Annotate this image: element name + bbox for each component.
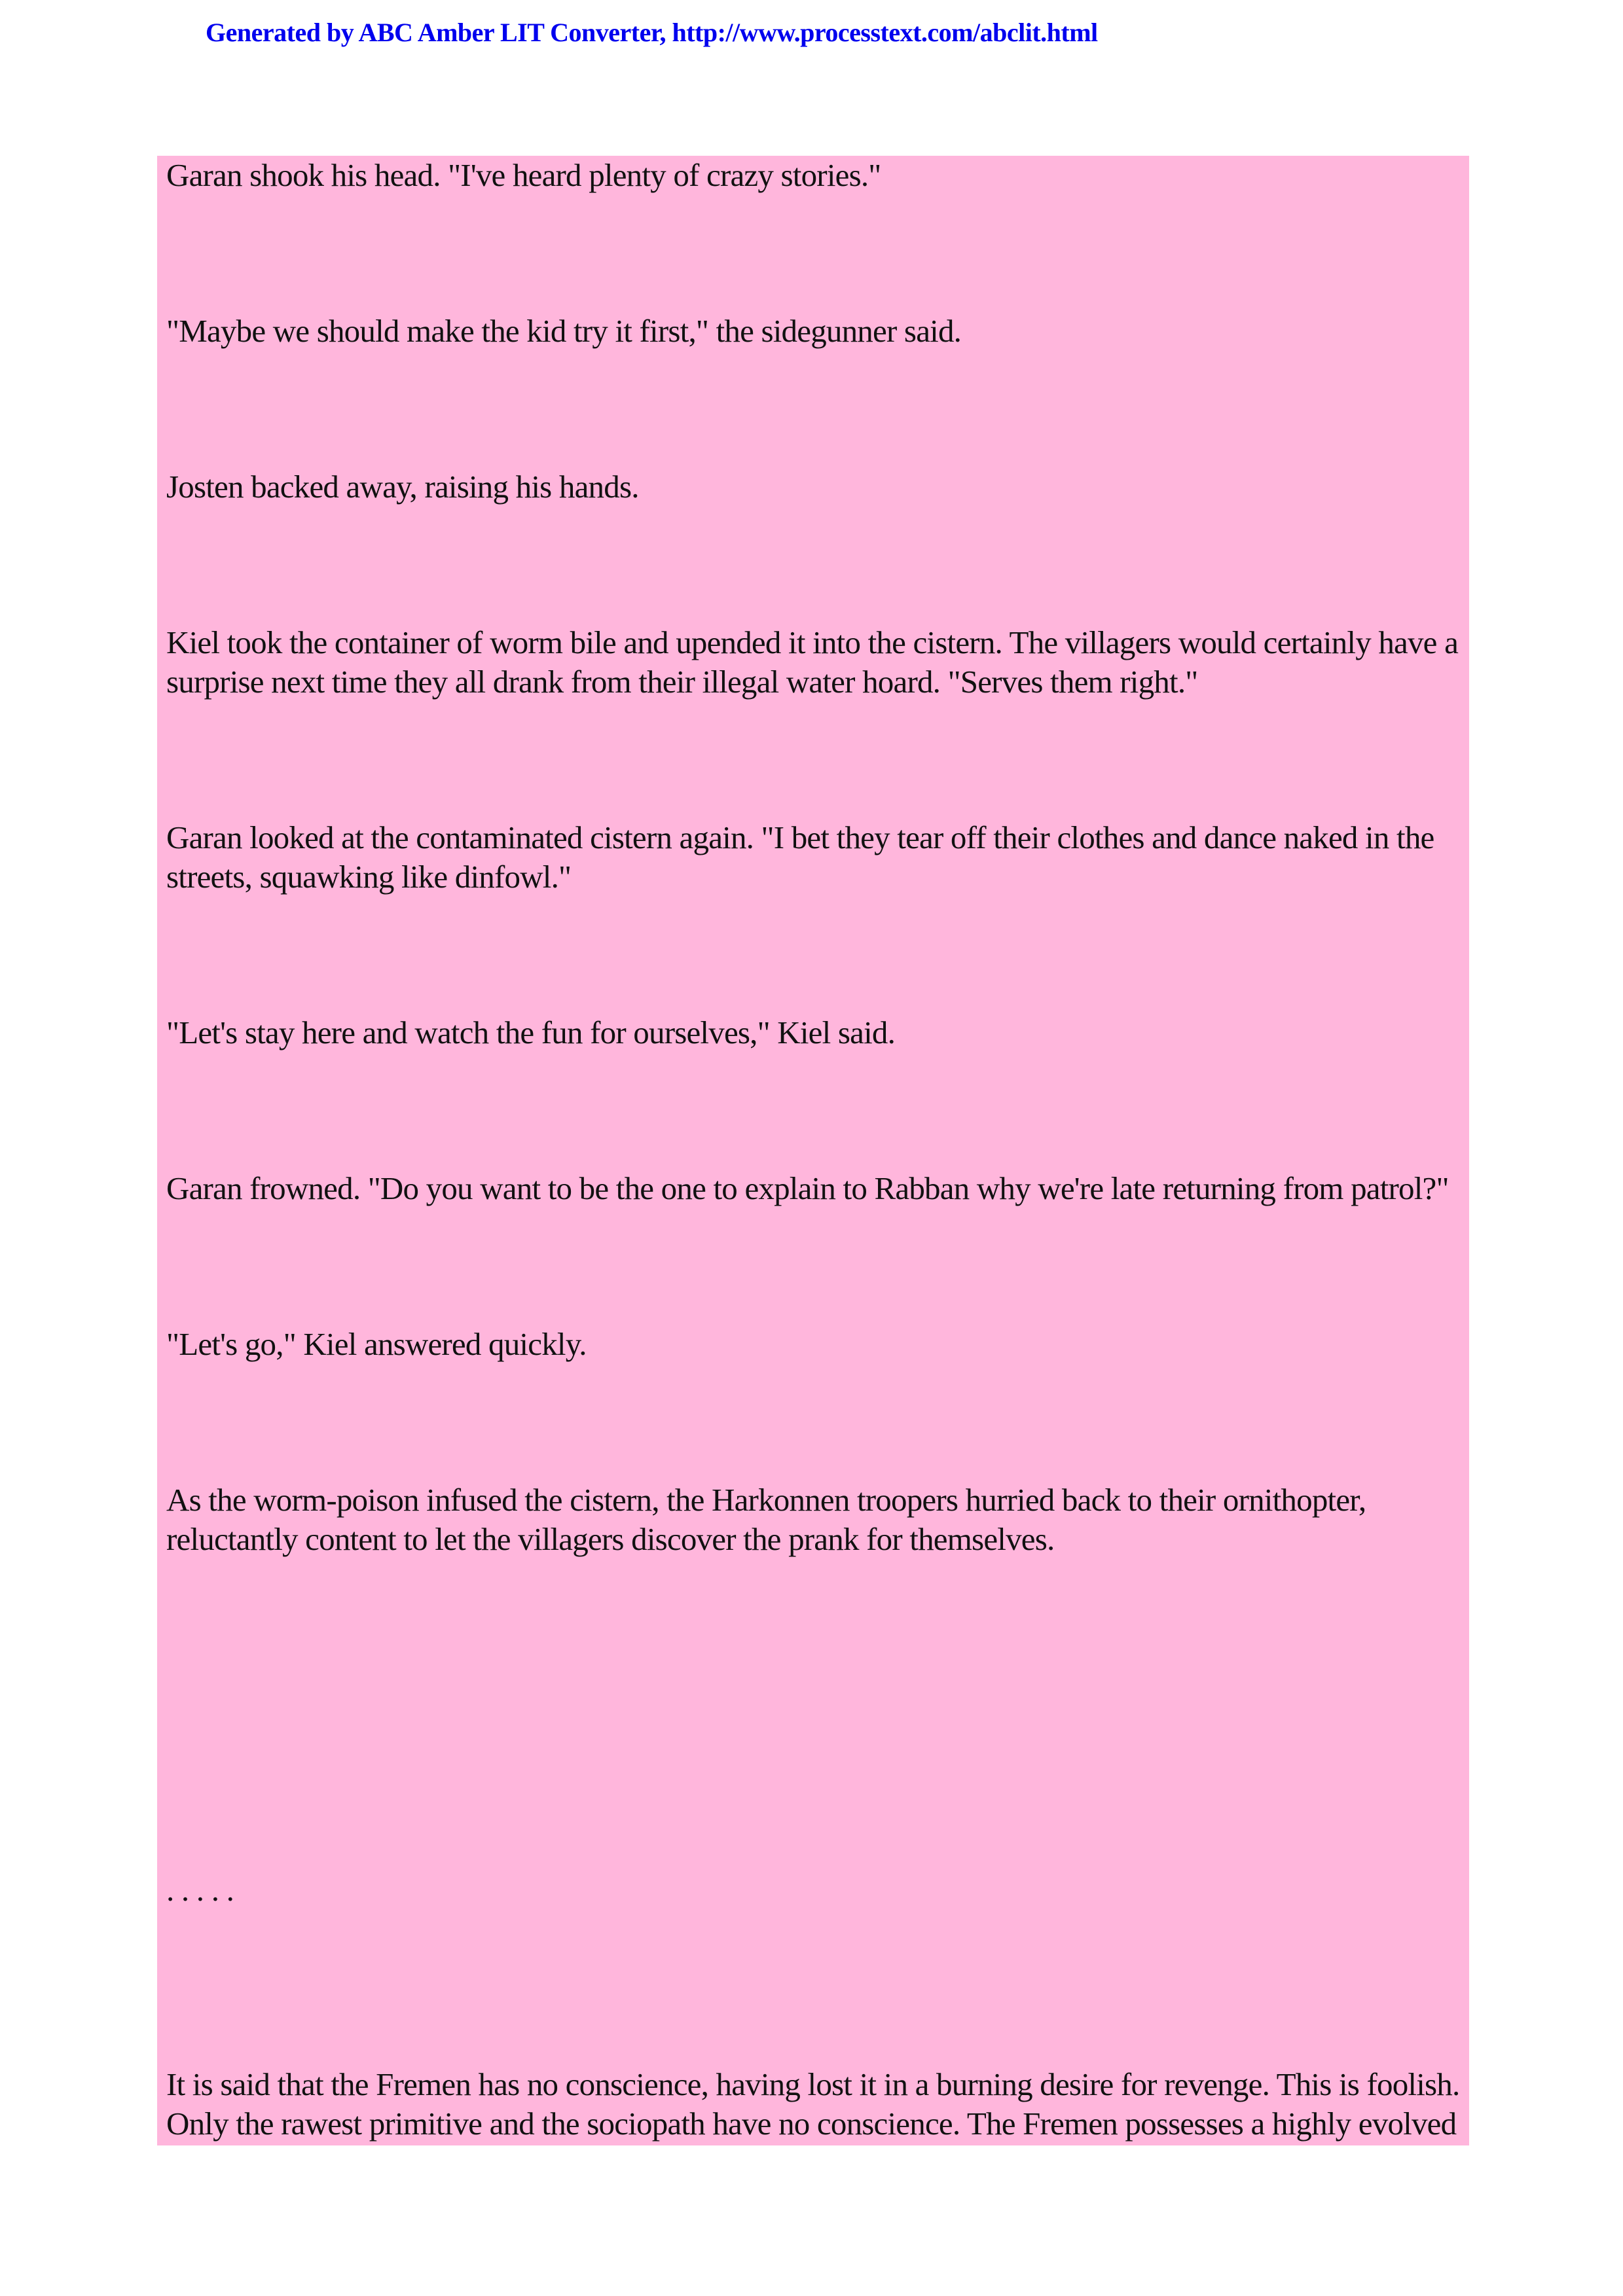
text-line: Garan frowned. "Do you want to be the one to explain to Rabban why we're late returning from patrol?": [166, 1170, 1449, 1206]
text-line: surprise next time they all drank from their illegal water hoard. "Serves them right.": [166, 664, 1198, 700]
text-line: "Maybe we should make the kid try it first," the sidegunner said.: [166, 313, 962, 349]
text-line: It is said that the Fremen has no conscience, having lost it in a burning desire for revenge. This is foolish.: [166, 2066, 1460, 2102]
paragraph: [166, 312, 1469, 351]
paragraph: [166, 1480, 1469, 1559]
text-line: Garan shook his head. "I've heard plenty of crazy stories.": [166, 157, 881, 193]
text-line: As the worm-poison infused the cistern, the Harkonnen troopers hurried back to their ornithopter,: [166, 1482, 1366, 1518]
section-break: [166, 1871, 1469, 1910]
paragraph: [166, 1325, 1469, 1364]
text-line: Josten backed away, raising his hands.: [166, 469, 639, 505]
text-line: streets, squawking like dinfowl.": [166, 859, 572, 895]
text-line: Kiel took the container of worm bile and upended it into the cistern. The villagers would certainly have a: [166, 624, 1459, 660]
paragraph: [166, 156, 1469, 195]
converter-header: Generated by ABC Amber LIT Converter, http://www.processtext.com/abclit.html: [206, 18, 1098, 47]
document-page: [157, 156, 1469, 2145]
paragraph: [166, 1169, 1469, 1208]
text-line: reluctantly content to let the villagers discover the prank for themselves.: [166, 1521, 1055, 1557]
paragraph: [166, 623, 1469, 702]
text-line: Only the rawest primitive and the sociopath have no conscience. The Fremen possesses a highly evolved: [166, 2106, 1457, 2142]
paragraph: [166, 1013, 1469, 1052]
paragraph: [166, 2065, 1469, 2144]
text-line: "Let's go," Kiel answered quickly.: [166, 1326, 587, 1362]
text-line: . . . . .: [166, 1872, 234, 1908]
text-line: Garan looked at the contaminated cistern again. "I bet they tear off their clothes and dance naked in the: [166, 819, 1434, 855]
paragraph: [166, 467, 1469, 507]
text-line: "Let's stay here and watch the fun for ourselves," Kiel said.: [166, 1014, 896, 1050]
paragraph: [166, 818, 1469, 897]
